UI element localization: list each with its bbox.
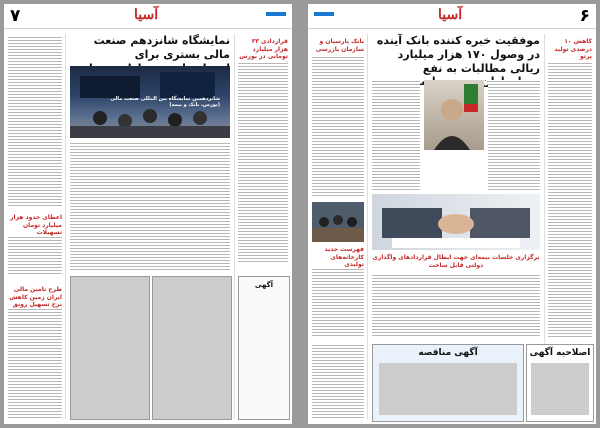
left-main-title: نمایشگاه شانزدهم صنعت مالی بستری برای xyxy=(93,34,230,61)
left-column-text-3 xyxy=(8,308,62,418)
left-legal-notice-2 xyxy=(152,276,232,420)
right-bottom-left-text xyxy=(312,344,364,420)
left-main-photo xyxy=(70,66,230,138)
right-page-header xyxy=(308,4,596,29)
tender-notice-body xyxy=(379,363,517,415)
left-column-text xyxy=(8,36,62,206)
right-page xyxy=(308,4,596,424)
left-col-title-2: اعطای حدود هزار میلیارد تومان تسهیلات xyxy=(10,214,62,236)
tender-notice-title: آگهی مناقصه xyxy=(418,348,478,358)
right-col-title-3: فهرست جدید کارخانه‌های تولیدی xyxy=(324,246,364,268)
right-sub-title: برگزاری جلسات بیمه‌ای جهت ابطال قراردادهای واگذاری دولتی قابل ساخت xyxy=(372,254,540,269)
left-notice-title: آگهی xyxy=(254,281,274,289)
column-divider-2 xyxy=(234,34,235,419)
left-column-text-2 xyxy=(8,236,62,276)
right-handshake-photo xyxy=(372,194,540,250)
right-col-title-1: کاهش ۱۰ درصدی تولید پرتو xyxy=(554,38,592,60)
left-notice-box xyxy=(238,276,290,420)
left-photo-caption: شانزدهمین نمایشگاه بین المللی صنعت مالی (بورس، بانک و بیمه) xyxy=(110,96,220,109)
right-page-number: ۶ xyxy=(579,6,590,26)
left-section-bar xyxy=(266,12,286,16)
left-page xyxy=(4,4,292,424)
right-correction-notice xyxy=(526,344,594,422)
right-meeting-photo xyxy=(312,202,364,242)
right-right-column-text xyxy=(548,62,592,338)
left-main-body xyxy=(70,142,230,272)
right-tender-notice xyxy=(372,344,524,422)
left-masthead-logo: آسیا xyxy=(134,7,159,23)
right-main-title: موفقیت خبره کننده بانک آینده در وصول ۱۷۰ هزار میلیارد ریالی مطالبات به نفع است xyxy=(376,34,540,89)
left-col-title-1: قراردادی ۳۳ هزار میلیارد تومانی در بورس xyxy=(239,38,288,60)
left-col-title-3: طرح تامین مالی ایران زمین کاهش نرخ تسهیل رونق xyxy=(9,286,62,308)
right-col-title-2: بانک پارسیان و سازمان بازرسی xyxy=(315,38,364,53)
left-right-column-text xyxy=(238,62,288,262)
correction-notice-body xyxy=(531,363,589,415)
correction-notice-title: اصلاحیه آگهی xyxy=(529,348,591,358)
column-divider-3 xyxy=(367,34,368,419)
column-divider xyxy=(65,34,66,419)
right-main-body-2 xyxy=(488,80,540,190)
right-main-body-1 xyxy=(372,80,420,190)
handshake-photo xyxy=(372,194,540,250)
right-section-bar xyxy=(314,12,334,16)
left-legal-notice-1 xyxy=(70,276,150,420)
left-page-header xyxy=(4,4,292,29)
right-left-column-text xyxy=(312,56,364,196)
left-page-number: ۷ xyxy=(10,6,21,26)
portrait-photo xyxy=(424,80,484,150)
meeting-photo xyxy=(312,202,364,242)
right-masthead-logo: آسیا xyxy=(438,7,463,23)
right-left-column-text-2 xyxy=(312,268,364,338)
right-sub-body xyxy=(372,274,540,338)
right-portrait-photo xyxy=(424,80,484,150)
